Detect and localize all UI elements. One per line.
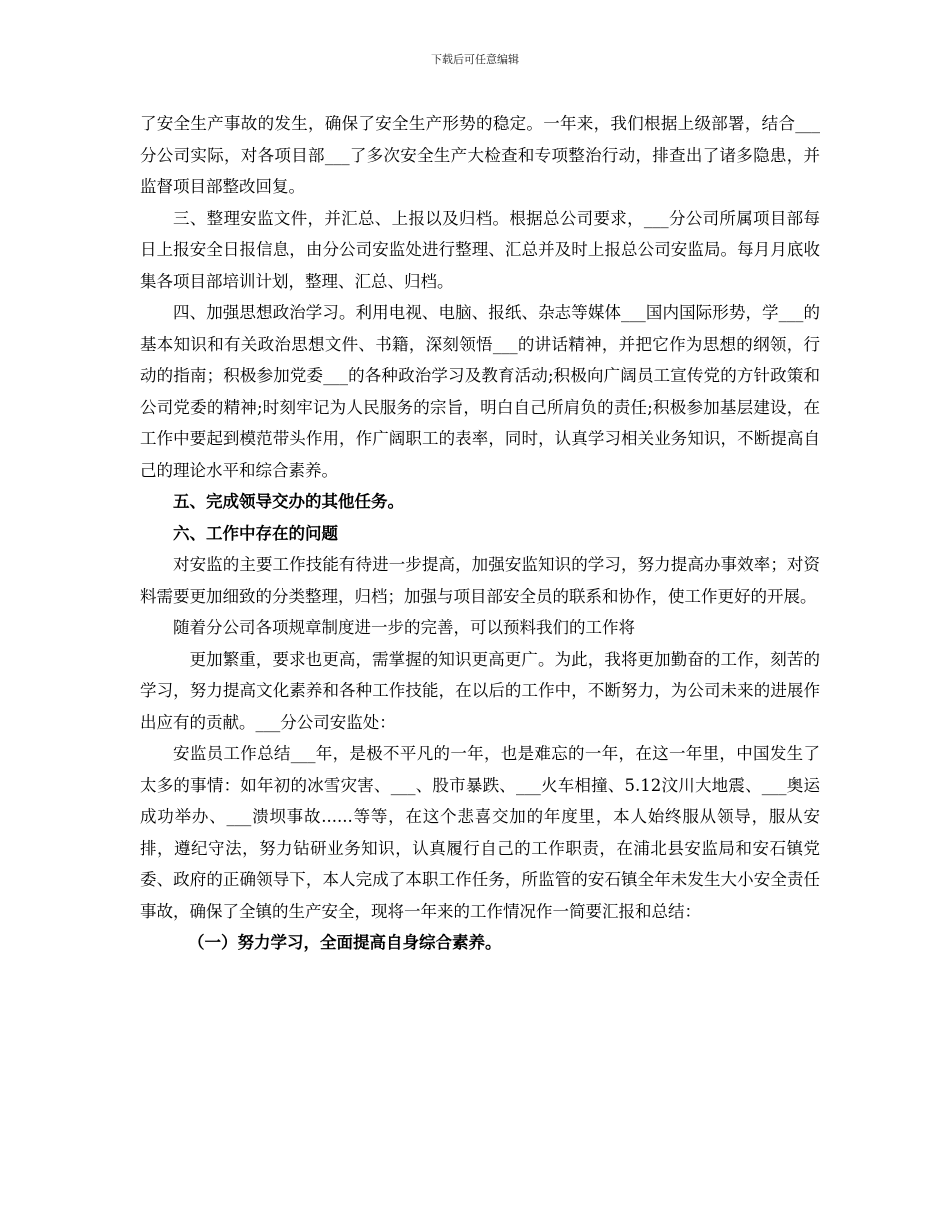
- heading-subsection-1: （一）努力学习，全面提高自身综合素养。: [188, 933, 502, 952]
- page-header: 下载后可任意编辑: [431, 53, 519, 66]
- heading-section-5: 五、完成领导交办的其他任务。: [173, 492, 404, 511]
- document-body: [140, 108, 820, 959]
- paragraph-outlook-continued: 更加繁重，要求也更高，需掌握的知识更高更广。为此，我将更加勤奋的工作，刻苦的学习，努力提高文化素养和各种工作技能，在以后的工作中，不断努力，为公司未来的进展作出应有的贡献。___分公司安监处：: [140, 649, 820, 732]
- paragraph-problems: 对安监的主要工作技能有待进一步提高，加强安监知识的学习，努力提高办事效率；对资料需要更加细致的分类整理，归档；加强与项目部安全员的联系和协作，使工作更好的开展。: [140, 555, 820, 606]
- paragraph-accident-prevention: 了安全生产事故的发生，确保了安全生产形势的稳定。一年来，我们根据上级部署，结合___分公司实际，对各项目部___了多次安全生产大检查和专项整治行动，排查出了诸多隐患，并监督项目部整改回复。: [140, 114, 820, 196]
- paragraph-section-4-political-study: 四、加强思想政治学习。利用电视、电脑、报纸、杂志等媒体___国内国际形势，学___的基本知识和有关政治思想文件、书籍，深刻领悟___的讲话精神，并把它作为思想的纲领，行动的指南；积极参加党委___的各种政治学习及教育活动;积极向广阔员工宣传党的方针政策和公司党委的精神;时刻牢记为人民服务的宗旨，明白自己所肩负的责任;积极参加基层建设，在工作中要起到模范带头作用，作广阔职工的表率，同时，认真学习相关业务知识，不断提高自己的理论水平和综合素养。: [140, 303, 820, 480]
- paragraph-annual-summary: 安监员工作总结___年，是极不平凡的一年，也是难忘的一年，在这一年里，中国发生了太多的事情：如年初的冰雪灾害、___、股市暴跌、___火车相撞、5.12汶川大地震、___奥运成功举办、___溃坝事故......等等，在这个悲喜交加的年度里，本人始终服从领导，服从安排，遵纪守法，努力钻研业务知识，认真履行自己的工作职责，在浦北县安监局和安石镇党委、政府的正确领导下，本人完成了本职工作任务，所监管的安石镇全年未发生大小安全责任事故，确保了全镇的生产安全，现将一年来的工作情况作一简要汇报和总结：: [140, 744, 820, 921]
- paragraph-section-3-files: 三、整理安监文件，并汇总、上报以及归档。根据总公司要求，___分公司所属项目部每日上报安全日报信息，由分公司安监处进行整理、汇总并及时上报总公司安监局。每月月底收集各项目部培训计划，整理、汇总、归档。: [140, 208, 820, 291]
- paragraph-outlook: 随着分公司各项规章制度进一步的完善，可以预料我们的工作将: [173, 618, 635, 637]
- heading-section-6: 六、工作中存在的问题: [173, 523, 338, 543]
